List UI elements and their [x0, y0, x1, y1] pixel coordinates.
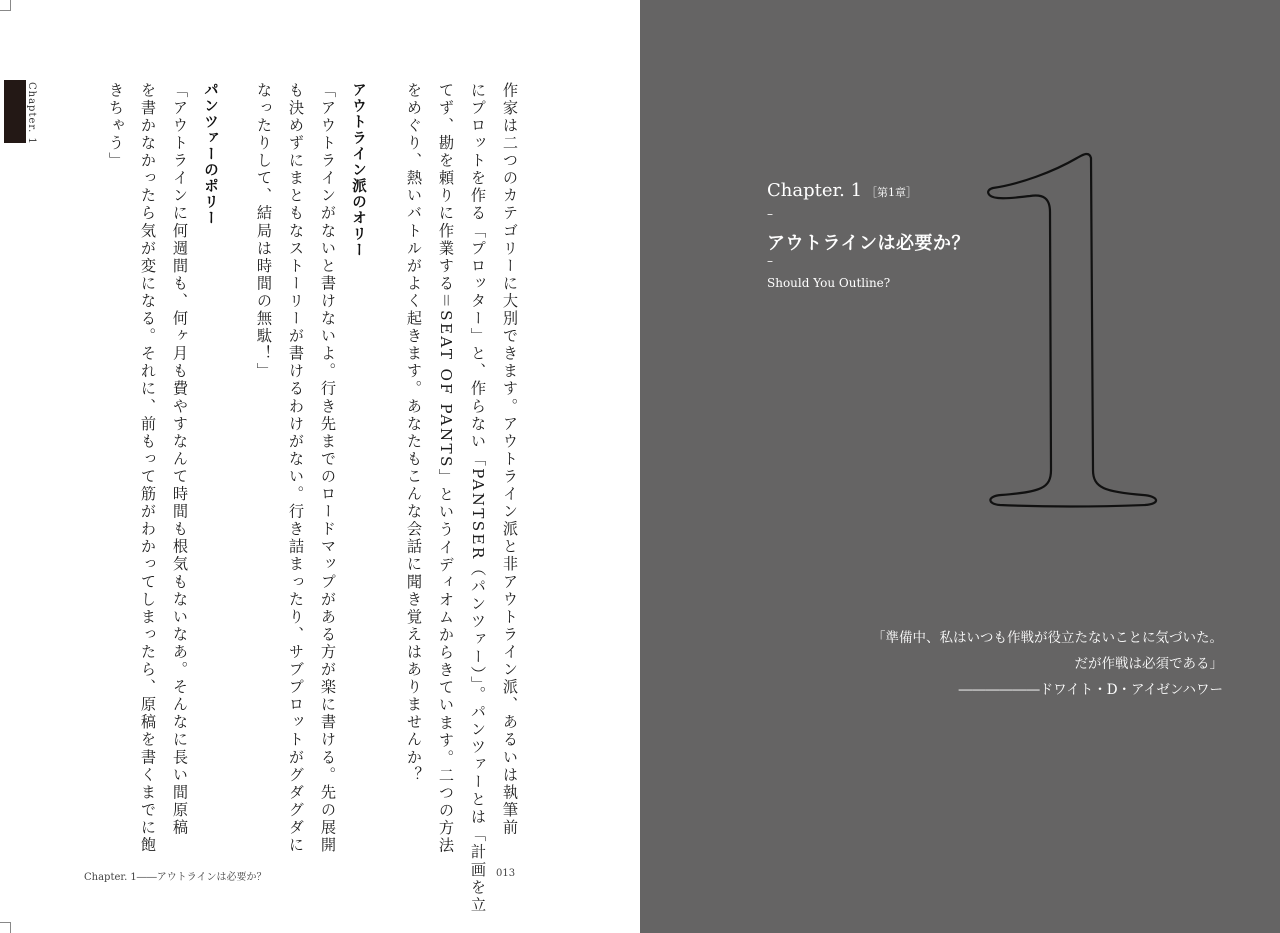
pantser-line-2: を書かなかったら気が変になる。それに、前もって筋がわかってしまったら、原稿を書くまでに飽 [139, 82, 157, 855]
body-line-2: にプロットを作る「プロッター」と、作らない「PANTSER（パンツァー）」。パンツァーとは「計画を立 [469, 82, 487, 915]
epigraph-line-1: 「準備中、私はいつも作戦が役立たないことに気づいた。 [872, 630, 1223, 646]
crop-mark [0, 922, 11, 933]
epigraph-line-2: だが作戦は必須である」 [1074, 656, 1223, 672]
pantser-line-3: きちゃう」 [107, 82, 125, 170]
body-line-3: てず、勘を頼りに作業する＝SEAT OF PANTS」というイディオムからきています。二つの方法 [437, 82, 455, 855]
pantser-line-1: 「アウトラインに何週間も、何ヶ月も費やすなんて時間も根気もないなあ。そんなに長い間原稿 [171, 82, 189, 837]
page-number: 013 [496, 868, 516, 879]
chapter-tab-label: Chapter. 1 [26, 82, 37, 145]
outliner-line-1: 「アウトラインがないと書けないよ。行き先までのロードマップがある方が楽に書ける。先の展開 [319, 82, 337, 855]
outliner-line-3: なったりして、結局は時間の無駄！」 [255, 82, 273, 381]
pantser-heading: パンツァーのポリー [202, 82, 218, 226]
outliner-line-2: も決めずにまともなストーリーが書けるわけがない。行き詰まったり、サブプロットがグダグダに [287, 82, 305, 855]
outliner-heading: アウトライン派のオリー [350, 82, 366, 258]
body-line-1: 作家は二つのカテゴリーに大別できます。アウトライン派と非アウトライン派、あるいは執筆前 [501, 82, 519, 837]
title-dash-bottom: – [767, 254, 773, 268]
chapter-title-english: Should You Outline? [767, 276, 891, 290]
crop-mark [0, 0, 11, 11]
chapter-title: アウトラインは必要か？ [767, 233, 970, 254]
right-page [640, 0, 1280, 933]
chapter-label-main: Chapter. 1 [767, 180, 863, 201]
chapter-label [767, 180, 917, 201]
epigraph-attribution: ――――――ドワイト・D・アイゼンハワー [958, 682, 1223, 698]
chapter-tab [4, 80, 26, 143]
chapter-label-sub: ［第1章］ [866, 186, 918, 199]
chapter-numeral-1 [975, 150, 1165, 510]
title-dash-top: – [767, 207, 773, 221]
body-line-4: をめぐり、熱いバトルがよく起きます。あなたもこんな会話に聞き覚えはありませんか？ [405, 82, 423, 784]
running-footer-title: Chapter. 1――アウトラインは必要か？ [84, 872, 267, 883]
